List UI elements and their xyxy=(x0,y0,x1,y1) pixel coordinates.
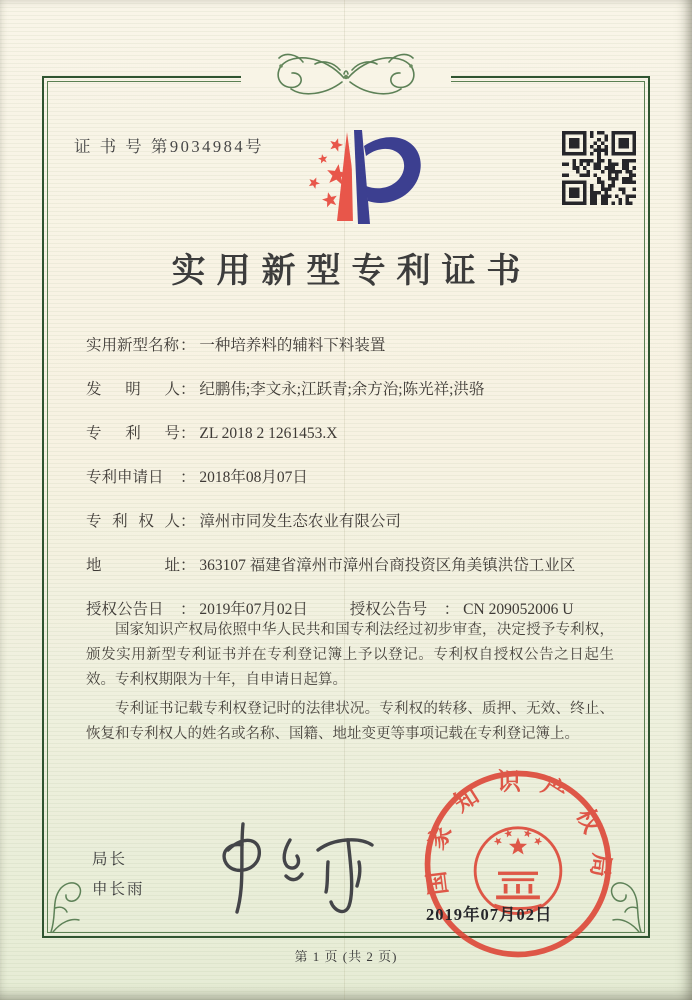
field-row-inventors xyxy=(86,375,612,404)
grant-date-value: 2019年07月02日 xyxy=(199,601,308,618)
cnipa-round-seal-icon xyxy=(418,764,618,964)
director-block xyxy=(92,845,145,905)
field-colon: ： xyxy=(180,381,196,398)
field-value: 漳州市同发生态农业有限公司 xyxy=(199,513,401,530)
director-name: 申长雨 xyxy=(92,881,145,898)
legal-paragraph-2: 专利证书记载专利权登记时的法律状况。专利权的转移、质押、无效、终止、恢复和专利权人的姓名或名称、国籍、地址变更等事项记载在专利登记簿上。 xyxy=(86,700,614,742)
field-colon: ： xyxy=(180,425,196,442)
field-colon: ： xyxy=(180,469,196,486)
field-label: 地址 xyxy=(86,557,180,574)
seal-ring-text: 国家知识产权局 xyxy=(421,769,615,897)
field-row-address xyxy=(86,551,612,580)
director-title: 局长 xyxy=(92,851,128,868)
field-label: 专利权人 xyxy=(86,513,180,530)
grant-number-value: CN 209052006 U xyxy=(463,601,574,618)
field-value: 一种培养料的辅料下料装置 xyxy=(199,337,386,354)
field-label: 专利申请日 xyxy=(86,469,164,486)
grant-number-label: 授权公告号 xyxy=(349,601,428,618)
corner-flourish-icon xyxy=(47,870,83,934)
dragon-flourish-icon xyxy=(241,40,451,106)
page-number: 第 1 页 (共 2 页) xyxy=(294,949,398,964)
field-row-patent-no xyxy=(86,419,612,448)
field-colon: ： xyxy=(180,601,196,618)
field-row-filing-date xyxy=(86,463,612,492)
certificate-title: 实用新型专利证书 xyxy=(171,253,532,290)
field-label: 专利号 xyxy=(86,425,180,442)
field-label: 实用新型名称 xyxy=(86,337,180,354)
legal-paragraph-1: 国家知识产权局依照中华人民共和国专利法经过初步审查，决定授予专利权，颁发实用新型专利证书并在专利登记簿上予以登记。专利权自授权公告之日起生效。专利权期限为十年，自申请日起算。 xyxy=(86,622,614,688)
cnipa-patent-logo-icon xyxy=(290,124,440,238)
director-signature-icon xyxy=(198,814,388,918)
field-value: ZL 2018 2 1261453.X xyxy=(199,425,338,442)
certificate-fields xyxy=(86,331,612,639)
seal-date: 2019年07月02日 xyxy=(426,905,553,924)
field-value: 纪鹏伟;李文永;江跃青;余方治;陈光祥;洪骆 xyxy=(199,381,485,398)
certificate-number: 证 书 号 第9034984号 xyxy=(74,137,265,156)
field-colon: ： xyxy=(180,513,196,530)
field-value: 363107 福建省漳州市漳州台商投资区角美镇洪岱工业区 xyxy=(199,557,576,574)
field-colon: ： xyxy=(180,557,196,574)
grant-date-label: 授权公告日 xyxy=(86,601,164,618)
svg-text:国家知识产权局 xyxy=(421,769,615,897)
field-colon: ： xyxy=(443,601,460,618)
field-label: 发明人 xyxy=(86,381,180,398)
field-colon: ： xyxy=(180,337,196,354)
legal-text xyxy=(86,618,614,751)
qr-code-icon xyxy=(562,131,636,205)
field-value: 2018年08月07日 xyxy=(199,469,308,486)
field-row-name xyxy=(86,331,612,360)
field-row-patentee xyxy=(86,507,612,536)
